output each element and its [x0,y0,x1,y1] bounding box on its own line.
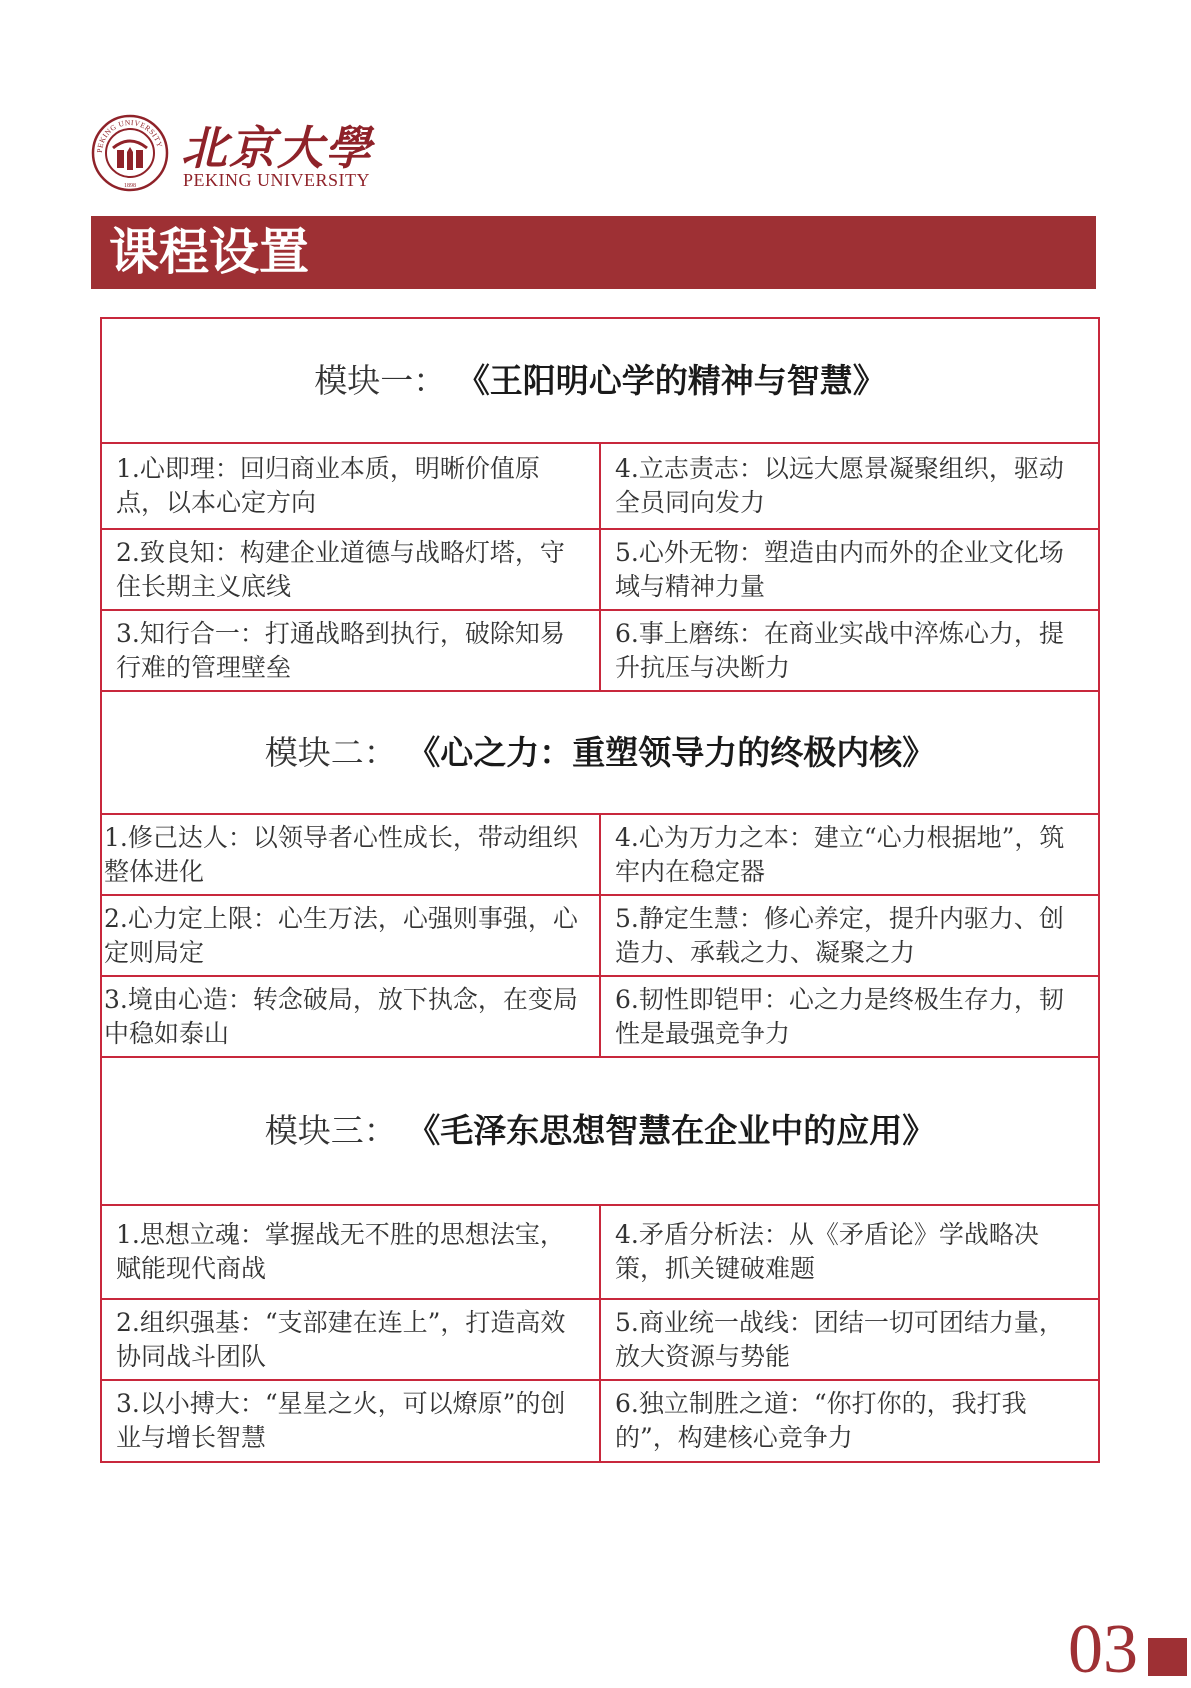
course-item: 2.致良知：构建企业道德与战略灯塔，守住长期主义底线 [101,529,600,610]
module-prefix: 模块三： [264,1111,397,1150]
course-table [100,317,1100,1463]
university-name-cn: 北京大學 [181,121,373,175]
table-row [101,895,1099,976]
page-number-block [1148,1638,1187,1676]
table-row [101,529,1099,610]
table-row [101,814,1099,895]
course-item: 5.商业统一战线：团结一切可团结力量，放大资源与势能 [600,1299,1099,1380]
course-item: 1.心即理：回归商业本质，明晰价值原点，以本心定方向 [101,443,600,529]
course-item: 3.境由心造：转念破局，放下执念，在变局中稳如泰山 [101,976,600,1057]
section-banner [91,216,1096,289]
course-item: 3.知行合一：打通战略到执行，破除知易行难的管理壁垒 [101,610,600,691]
table-row [101,1299,1099,1380]
table-row [101,1380,1099,1462]
course-item: 4.矛盾分析法：从《矛盾论》学战略决策，抓关键破难题 [600,1205,1099,1299]
page-number: 03 [1068,1611,1138,1688]
table-row [101,976,1099,1057]
module-header-row [101,691,1099,814]
course-item: 6.事上磨练：在商业实战中淬炼心力，提升抗压与决断力 [600,610,1099,691]
course-item: 1.思想立魂：掌握战无不胜的思想法宝，赋能现代商战 [101,1205,600,1299]
module-title: 《心之力：重塑领导力的终极内核》 [407,732,936,772]
seal-year: 1898 [124,183,136,189]
course-item: 1.修己达人：以领导者心性成长，带动组织整体进化 [101,814,600,895]
module-header-row [101,318,1099,443]
table-row [101,1205,1099,1299]
course-item: 2.组织强基：“支部建在连上”，打造高效协同战斗团队 [101,1299,600,1380]
university-seal-icon [91,114,169,192]
course-item: 4.立志责志：以远大愿景凝聚组织，驱动全员同向发力 [600,443,1099,529]
module-header-row [101,1057,1099,1205]
seal-arc-text: PEKING UNIVERSITY [94,117,165,154]
course-item: 5.心外无物：塑造由内而外的企业文化场域与精神力量 [600,529,1099,610]
course-item: 4.心为万力之本：建立“心力根据地”，筑牢内在稳定器 [600,814,1099,895]
module-prefix: 模块二： [264,732,397,772]
course-item: 2.心力定上限：心生万法，心强则事强，心定则局定 [101,895,600,976]
module-header [101,1057,1099,1205]
course-item: 5.静定生慧：修心养定，提升内驱力、创造力、承载之力、凝聚之力 [600,895,1099,976]
banner-title: 课程设置 [109,223,309,281]
table-row [101,443,1099,529]
course-item: 6.独立制胜之道：“你打你的，我打我的”，构建核心竞争力 [600,1380,1099,1462]
table-row [101,610,1099,691]
module-title: 《毛泽东思想智慧在企业中的应用》 [407,1111,936,1150]
module-header [101,318,1099,443]
course-item: 3.以小搏大：“星星之火，可以燎原”的创业与增长智慧 [101,1380,600,1462]
course-item: 6.韧性即铠甲：心之力是终极生存力，韧性是最强竞争力 [600,976,1099,1057]
university-name-en: PEKING UNIVERSITY [183,170,370,190]
module-prefix: 模块一： [314,360,447,400]
university-logo [91,110,391,200]
module-title: 《王阳明心学的精神与智慧》 [456,360,886,400]
module-header [101,691,1099,814]
